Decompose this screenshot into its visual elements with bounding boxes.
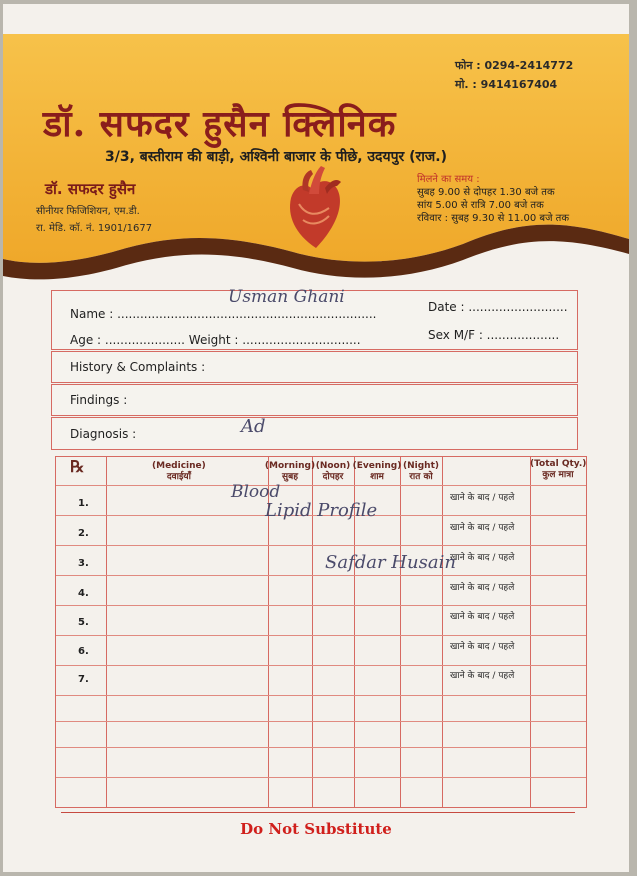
handwritten-signature: Safdar Husain [325,552,456,573]
heart-icon [285,164,347,250]
morning-header-en: (Morning) [264,461,316,471]
night-header-en: (Night) [403,461,439,471]
morning-header-hi: सुबह [281,472,298,482]
night-header-hi: रात को [409,472,433,482]
noon-header-en: (Noon) [315,461,351,471]
after-before-meal: खाने के बाद / पहले [450,493,515,503]
history-label: History & Complaints : [70,360,206,374]
diagnosis-label: Diagnosis : [70,427,137,441]
night-header [400,461,442,483]
footer-do-not-substitute: Do Not Substitute [240,820,392,838]
row-number: 4. [78,588,89,599]
handwritten-line-2: Lipid Profile [265,500,378,521]
mobile-number: मो. : 9414167404 [455,78,558,91]
findings-box [51,384,578,416]
row-number: 6. [78,646,89,657]
timing-line: सांय 5.00 से रात्रि 7.00 बजे तक [417,200,544,211]
row-number: 2. [78,528,89,539]
name-label: Name : .................................................................... [70,307,377,321]
after-before-meal: खाने के बाद / पहले [450,671,515,681]
after-before-meal: खाने के बाद / पहले [450,612,515,622]
timing-line: रविवार : सुबह 9.30 से 11.00 बजे तक [417,213,570,224]
timing-line: सुबह 9.00 से दोपहर 1.30 बजे तक [417,187,555,198]
timings-heading: मिलने का समय : [417,174,480,185]
total-qty-header-en: (Total Qty.) [530,459,587,469]
after-before-meal: खाने के बाद / पहले [450,553,515,563]
doctor-name: डॉ. सफदर हुसैन [45,180,136,198]
history-box [51,351,578,383]
evening-header [352,461,402,483]
handwritten-diagnosis: Ad [241,416,266,437]
clinic-address: 3/3, बस्तीराम की बाड़ी, अश्विनी बाजार के पीछे, उदयपुर (राज.) [105,149,448,165]
clinic-title: डॉ. सफदर हुसैन क्लिनिक [43,103,397,145]
diagnosis-box [51,417,578,450]
medicine-header [152,461,206,483]
phone-number: फोन : 0294-2414772 [455,59,574,72]
noon-header [312,461,354,483]
findings-label: Findings : [70,393,128,407]
date-label: Date : .......................... [428,300,568,314]
handwritten-patient-name: Usman Ghani [228,287,345,307]
row-number: 3. [78,558,89,569]
row-number: 7. [78,674,89,685]
total-qty-header-hi: कुल मात्रा [542,470,574,480]
medicine-header-en: (Medicine) [152,461,206,471]
rx-symbol: ℞ [70,457,85,476]
evening-header-hi: शाम [370,472,384,482]
total-qty-header [530,459,586,481]
medicine-header-hi: दवाईयाँ [166,472,191,482]
row-number: 5. [78,617,89,628]
doctor-registration: रा. मेडि. कॉ. नं. 1901/1677 [36,223,153,234]
sex-label: Sex M/F : ................... [428,328,560,342]
after-before-meal: खाने के बाद / पहले [450,642,515,652]
prescription-paper [3,4,629,872]
after-before-meal: खाने के बाद / पहले [450,583,515,593]
age-weight-label: Age : ..................... Weight : ............................... [70,333,361,347]
morning-header [264,461,316,483]
evening-header-en: (Evening) [352,461,402,471]
noon-header-hi: दोपहर [322,472,344,482]
handwritten-line-1: Blood [231,482,281,502]
after-before-meal: खाने के बाद / पहले [450,523,515,533]
row-number: 1. [78,498,89,509]
doctor-degree: सीनीयर फिजिशियन, एम.डी. [36,206,140,217]
